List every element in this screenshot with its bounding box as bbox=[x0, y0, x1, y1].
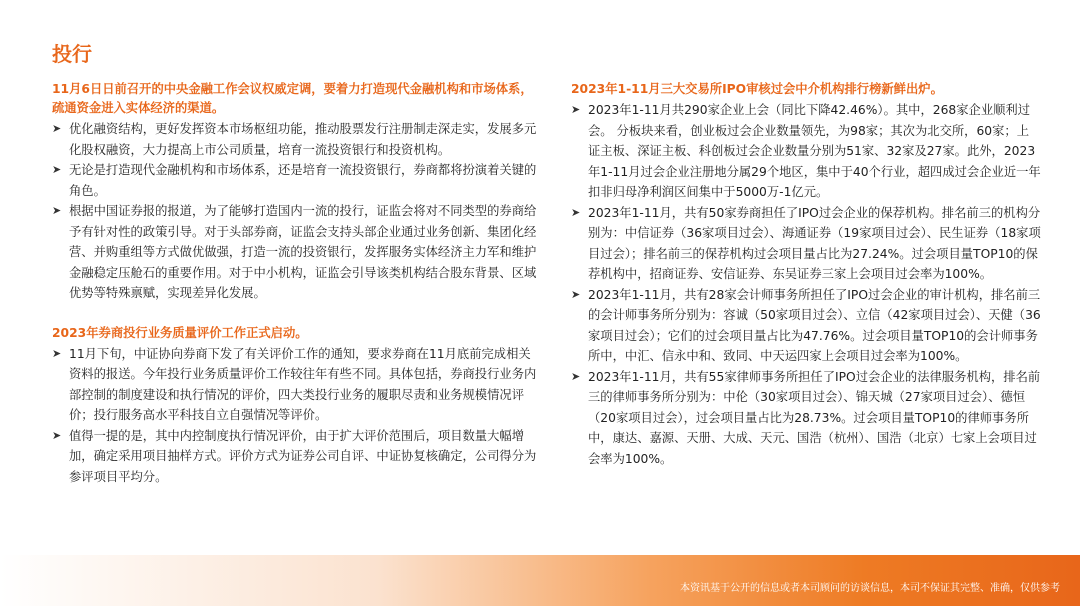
list-item-text: 11月下旬，中证协向券商下发了有关评价工作的通知，要求券商在11月底前完成相关资料的报送。今年投行业务质量评价工作较往年有些不同。具体包括，券商投行业务内部控制的制度建设和执行情况的评价，四大类投行业务的履职尽责和业务规模情况评价；投行服务高水平科技自立自强情况等评价。 bbox=[69, 346, 537, 422]
bullet-list bbox=[52, 344, 540, 488]
list-item bbox=[52, 201, 540, 304]
list-item bbox=[52, 426, 540, 488]
list-item-text: 值得一提的是，其中内控制度执行情况评价，由于扩大评价范围后，项目数量大幅增加，确定采用项目抽样方式。评价方式为证券公司自评、中证协复核确定，公司得分为参评项目平均分。 bbox=[69, 428, 537, 484]
right-column bbox=[571, 80, 1041, 469]
arrow-bullet-icon: ➤ bbox=[52, 204, 62, 217]
list-item-text: 2023年1-11月，共有55家律师事务所担任了IPO过会企业的法律服务机构，排名前三的律师事务所分别为：中伦（30家项目过会）、锦天城（27家项目过会）、德恒（20家项目过会），过会项目量占比为28.73%。过会项目量TOP10的律师事务所中，康达、嘉源、天册、大成、天元、国浩（杭州）、国浩（北京）七家上会项目过会率为100%。 bbox=[588, 369, 1041, 466]
list-item bbox=[571, 100, 1041, 203]
section-finance-conference bbox=[52, 80, 540, 304]
arrow-bullet-icon: ➤ bbox=[571, 287, 581, 301]
list-item-text: 无论是打造现代金融机构和市场体系，还是培育一流投资银行，券商都将扮演着关键的角色。 bbox=[69, 163, 537, 198]
arrow-bullet-icon: ➤ bbox=[52, 163, 62, 176]
list-item-text: 2023年1-11月，共有28家会计师事务所担任了IPO过会企业的审计机构，排名前三的会计师事务所分别为：容诚（50家项目过会）、立信（42家项目过会）、天健（36家项目过会）；它们的过会项目量占比为47.76%。过会项目量TOP10的会计师事务所中，中汇、信永中和、致同、中天运四家上会项目过会率为100%。 bbox=[588, 287, 1041, 363]
bullet-list bbox=[52, 119, 540, 304]
arrow-bullet-icon: ➤ bbox=[52, 428, 62, 442]
list-item bbox=[52, 344, 540, 426]
section-ipo-ranking bbox=[571, 80, 1041, 469]
arrow-bullet-icon: ➤ bbox=[571, 103, 581, 116]
list-item bbox=[52, 119, 540, 160]
section-quality-evaluation bbox=[52, 324, 540, 488]
section-heading: 2023年券商投行业务质量评价工作正式启动。 bbox=[52, 325, 308, 340]
arrow-bullet-icon: ➤ bbox=[571, 205, 581, 219]
list-item bbox=[571, 203, 1041, 285]
section-heading: 2023年1-11月三大交易所IPO审核过会中介机构排行榜新鲜出炉。 bbox=[571, 82, 943, 96]
list-item-text: 根据中国证券报的报道，为了能够打造国内一流的投行，证监会将对不同类型的券商给予有针对性的政策引导。对于头部券商，证监会支持头部企业通过业务创新、集团化经营、并购重组等方式做优做强，打造一流的投资银行，发挥服务实体经济主力军和维护金融稳定压舱石的重要作用。对于中小机构，证监会引导该类机构结合股东背景、区域优势等特殊禀赋，实现差异化发展。 bbox=[69, 204, 537, 300]
footer-bar bbox=[0, 555, 1080, 606]
list-item bbox=[571, 285, 1041, 367]
footer-disclaimer: 本资讯基于公开的信息或者本司顾问的访谈信息，本司不保证其完整、准确，仅供参考 bbox=[680, 583, 1060, 594]
arrow-bullet-icon: ➤ bbox=[571, 369, 581, 383]
page-title: 投行 bbox=[52, 42, 92, 66]
section-heading: 11月6日日前召开的中央金融工作会议权威定调，要着力打造现代金融机构和市场体系，疏通资金进入实体经济的渠道。 bbox=[52, 82, 533, 115]
bullet-list bbox=[571, 100, 1041, 469]
list-item-text: 优化融资结构，更好发挥资本市场枢纽功能，推动股票发行注册制走深走实，发展多元化股权融资，大力提高上市公司质量，培育一流投资银行和投资机构。 bbox=[69, 122, 537, 157]
list-item-text: 2023年1-11月，共有50家券商担任了IPO过会企业的保荐机构。排名前三的机构分别为：中信证券（36家项目过会）、海通证券（19家项目过会）、民生证券（18家项目过会）；排名前三的保荐机构过会项目量占比为27.24%。过会项目量TOP10的保荐机构中，招商证券、安信证券、东吴证券三家上会项目过会率为100%。 bbox=[588, 205, 1041, 281]
list-item bbox=[571, 367, 1041, 470]
arrow-bullet-icon: ➤ bbox=[52, 346, 62, 360]
list-item-text: 2023年1-11月共290家企业上会（同比下降42.46%）。其中，268家企业顺利过会。 分板块来看，创业板过会企业数量领先，为98家；其次为北交所，60家；上证主板、深证主板、科创板过会企业数量分别为51家、32家及27家。此外，2023年1-11月过会企业注册地分属29个地区，集中于40个行业，超四成过会企业近一年扣非归母净利润区间集中于5000万-1亿元。 bbox=[588, 103, 1041, 199]
arrow-bullet-icon: ➤ bbox=[52, 122, 62, 135]
list-item bbox=[52, 160, 540, 201]
left-column bbox=[52, 80, 540, 487]
